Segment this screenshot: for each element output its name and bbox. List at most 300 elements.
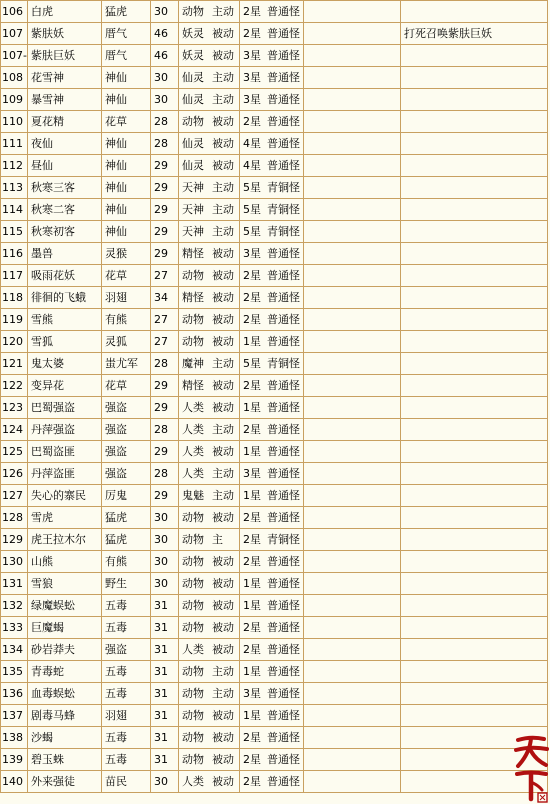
cell-rank: 普通怪 [267, 708, 300, 722]
cell-stars: 2星 [243, 730, 261, 744]
cell-note [401, 705, 548, 727]
cell-id: 140 [1, 771, 28, 793]
table-row [1, 111, 548, 133]
cell-mode: 被动 [212, 334, 234, 348]
cell-family: 强盗 [102, 463, 151, 485]
cell-family: 羽翅 [102, 705, 151, 727]
cell-type-mode [179, 727, 240, 749]
cell-type-mode [179, 507, 240, 529]
cell-level: 31 [151, 683, 179, 705]
cell-id: 136 [1, 683, 28, 705]
cell-level: 31 [151, 617, 179, 639]
cell-type: 动物 [182, 686, 204, 700]
cell-type: 天神 [182, 202, 204, 216]
cell-mode: 被动 [212, 598, 234, 612]
cell-extra [304, 705, 401, 727]
cell-id: 122 [1, 375, 28, 397]
cell-type-mode [179, 309, 240, 331]
cell-type: 天神 [182, 224, 204, 238]
cell-stars: 4星 [243, 158, 261, 172]
cell-mode: 被动 [212, 290, 234, 304]
cell-grade [240, 683, 304, 705]
cell-extra [304, 485, 401, 507]
cell-name: 雪虎 [28, 507, 102, 529]
cell-extra [304, 397, 401, 419]
cell-stars: 2星 [243, 378, 261, 392]
cell-type: 动物 [182, 334, 204, 348]
cell-stars: 2星 [243, 422, 261, 436]
cell-rank: 普通怪 [267, 422, 300, 436]
table-row [1, 705, 548, 727]
cell-name: 紫肤妖 [28, 23, 102, 45]
cell-name: 巨魔蝎 [28, 617, 102, 639]
table-row [1, 771, 548, 793]
cell-level: 31 [151, 727, 179, 749]
cell-type-mode [179, 243, 240, 265]
cell-level: 27 [151, 309, 179, 331]
cell-mode: 被动 [212, 554, 234, 568]
cell-type: 人类 [182, 774, 204, 788]
cell-rank: 普通怪 [267, 312, 300, 326]
cell-id: 125 [1, 441, 28, 463]
cell-type-mode [179, 331, 240, 353]
cell-family: 神仙 [102, 177, 151, 199]
cell-extra [304, 617, 401, 639]
cell-id: 119 [1, 309, 28, 331]
cell-mode: 被动 [212, 114, 234, 128]
cell-rank: 普通怪 [267, 774, 300, 788]
cell-family: 灵狐 [102, 331, 151, 353]
cell-stars: 2星 [243, 554, 261, 568]
cell-grade [240, 1, 304, 23]
cell-name: 徘徊的飞蛾 [28, 287, 102, 309]
monster-table-body [1, 1, 548, 793]
cell-level: 46 [151, 45, 179, 67]
cell-stars: 2星 [243, 532, 261, 546]
cell-mode: 主动 [212, 664, 234, 678]
cell-grade [240, 309, 304, 331]
cell-type: 鬼魅 [182, 488, 204, 502]
cell-type: 动物 [182, 312, 204, 326]
table-row [1, 375, 548, 397]
cell-rank: 普通怪 [267, 444, 300, 458]
cell-level: 27 [151, 331, 179, 353]
cell-type-mode [179, 551, 240, 573]
cell-note [401, 353, 548, 375]
cell-name: 紫肤巨妖 [28, 45, 102, 67]
cell-type: 天神 [182, 180, 204, 194]
cell-id: 108 [1, 67, 28, 89]
cell-note [401, 485, 548, 507]
cell-name: 雪狐 [28, 331, 102, 353]
cell-family: 神仙 [102, 89, 151, 111]
cell-mode: 主动 [212, 422, 234, 436]
cell-extra [304, 155, 401, 177]
cell-name: 失心的寨民 [28, 485, 102, 507]
table-row [1, 507, 548, 529]
table-row [1, 309, 548, 331]
cell-id: 106 [1, 1, 28, 23]
cell-type: 动物 [182, 268, 204, 282]
cell-type-mode [179, 441, 240, 463]
cell-family: 神仙 [102, 155, 151, 177]
table-row [1, 243, 548, 265]
cell-type-mode [179, 155, 240, 177]
cell-stars: 2星 [243, 26, 261, 40]
cell-name: 血毒蜈蚣 [28, 683, 102, 705]
cell-family: 五毒 [102, 727, 151, 749]
cell-id: 128 [1, 507, 28, 529]
cell-id: 127 [1, 485, 28, 507]
cell-grade [240, 133, 304, 155]
cell-extra [304, 331, 401, 353]
cell-name: 雪熊 [28, 309, 102, 331]
cell-mode: 被动 [212, 268, 234, 282]
cell-type-mode [179, 221, 240, 243]
table-row [1, 287, 548, 309]
cell-level: 30 [151, 1, 179, 23]
cell-type-mode [179, 639, 240, 661]
cell-grade [240, 353, 304, 375]
cell-note [401, 507, 548, 529]
cell-grade [240, 727, 304, 749]
cell-id: 111 [1, 133, 28, 155]
cell-type: 人类 [182, 422, 204, 436]
table-row [1, 529, 548, 551]
cell-type: 仙灵 [182, 70, 204, 84]
cell-extra [304, 595, 401, 617]
cell-rank: 普通怪 [267, 620, 300, 634]
cell-family: 有熊 [102, 309, 151, 331]
table-row [1, 155, 548, 177]
cell-level: 27 [151, 265, 179, 287]
cell-grade [240, 265, 304, 287]
cell-grade [240, 287, 304, 309]
cell-note [401, 551, 548, 573]
cell-mode: 被动 [212, 158, 234, 172]
cell-name: 变异花 [28, 375, 102, 397]
cell-note [401, 199, 548, 221]
cell-type: 动物 [182, 620, 204, 634]
cell-grade [240, 89, 304, 111]
cell-grade [240, 23, 304, 45]
cell-name: 秋寒二客 [28, 199, 102, 221]
cell-level: 31 [151, 661, 179, 683]
cell-note [401, 661, 548, 683]
cell-type-mode [179, 529, 240, 551]
cell-mode: 主动 [212, 224, 234, 238]
cell-note [401, 89, 548, 111]
cell-rank: 普通怪 [267, 114, 300, 128]
cell-mode: 被动 [212, 642, 234, 656]
cell-mode: 主动 [212, 180, 234, 194]
cell-family: 厝气 [102, 23, 151, 45]
cell-grade [240, 419, 304, 441]
cell-stars: 5星 [243, 356, 261, 370]
cell-stars: 2星 [243, 620, 261, 634]
cell-type-mode [179, 287, 240, 309]
cell-type-mode [179, 111, 240, 133]
cell-family: 厉鬼 [102, 485, 151, 507]
cell-name: 秋寒三客 [28, 177, 102, 199]
cell-extra [304, 353, 401, 375]
cell-level: 31 [151, 595, 179, 617]
cell-name: 碧玉蛛 [28, 749, 102, 771]
table-row [1, 67, 548, 89]
cell-grade [240, 595, 304, 617]
cell-mode: 主动 [212, 466, 234, 480]
cell-stars: 1星 [243, 576, 261, 590]
cell-stars: 2星 [243, 290, 261, 304]
cell-stars: 2星 [243, 4, 261, 18]
cell-level: 29 [151, 221, 179, 243]
cell-rank: 普通怪 [267, 730, 300, 744]
cell-name: 青毒蛇 [28, 661, 102, 683]
cell-type: 动物 [182, 576, 204, 590]
cell-name: 山熊 [28, 551, 102, 573]
cell-extra [304, 67, 401, 89]
cell-type-mode [179, 617, 240, 639]
cell-grade [240, 639, 304, 661]
cell-extra [304, 551, 401, 573]
cell-type-mode [179, 749, 240, 771]
cell-rank: 普通怪 [267, 290, 300, 304]
cell-mode: 被动 [212, 752, 234, 766]
cell-mode: 主动 [212, 92, 234, 106]
cell-type: 魔神 [182, 356, 204, 370]
cell-grade [240, 705, 304, 727]
cell-type: 动物 [182, 598, 204, 612]
cell-grade [240, 243, 304, 265]
cell-note [401, 111, 548, 133]
cell-rank: 普通怪 [267, 26, 300, 40]
table-row [1, 573, 548, 595]
cell-stars: 4星 [243, 136, 261, 150]
cell-name: 夏花精 [28, 111, 102, 133]
table-row [1, 463, 548, 485]
table-row [1, 639, 548, 661]
cell-rank: 青铜怪 [267, 180, 300, 194]
cell-type-mode [179, 595, 240, 617]
cell-grade [240, 199, 304, 221]
cell-level: 30 [151, 551, 179, 573]
cell-type: 精怪 [182, 246, 204, 260]
cell-stars: 3星 [243, 92, 261, 106]
cell-type: 动物 [182, 708, 204, 722]
cell-type: 仙灵 [182, 158, 204, 172]
cell-rank: 青铜怪 [267, 202, 300, 216]
cell-name: 沙蝎 [28, 727, 102, 749]
cell-id: 107- [1, 45, 28, 67]
cell-id: 113 [1, 177, 28, 199]
cell-extra [304, 265, 401, 287]
cell-rank: 普通怪 [267, 488, 300, 502]
cell-level: 29 [151, 397, 179, 419]
cell-stars: 3星 [243, 246, 261, 260]
table-row [1, 441, 548, 463]
cell-type-mode [179, 199, 240, 221]
cell-level: 28 [151, 419, 179, 441]
cell-rank: 青铜怪 [267, 532, 300, 546]
cell-level: 46 [151, 23, 179, 45]
cell-stars: 2星 [243, 268, 261, 282]
cell-id: 114 [1, 199, 28, 221]
cell-mode: 主动 [212, 70, 234, 84]
cell-stars: 2星 [243, 642, 261, 656]
table-row [1, 727, 548, 749]
cell-extra [304, 529, 401, 551]
cell-name: 丹萍盗匪 [28, 463, 102, 485]
cell-stars: 1星 [243, 598, 261, 612]
cell-stars: 1星 [243, 334, 261, 348]
cell-type-mode [179, 353, 240, 375]
cell-stars: 3星 [243, 48, 261, 62]
cell-rank: 普通怪 [267, 752, 300, 766]
cell-family: 有熊 [102, 551, 151, 573]
cell-type-mode [179, 661, 240, 683]
cell-id: 112 [1, 155, 28, 177]
cell-grade [240, 529, 304, 551]
cell-rank: 普通怪 [267, 48, 300, 62]
cell-stars: 3星 [243, 466, 261, 480]
cell-family: 猛虎 [102, 507, 151, 529]
cell-extra [304, 111, 401, 133]
cell-mode: 主动 [212, 4, 234, 18]
cell-mode: 被动 [212, 620, 234, 634]
cell-name: 鬼太婆 [28, 353, 102, 375]
cell-stars: 5星 [243, 180, 261, 194]
cell-mode: 主动 [212, 202, 234, 216]
cell-mode: 被动 [212, 444, 234, 458]
cell-stars: 5星 [243, 224, 261, 238]
table-row [1, 353, 548, 375]
cell-rank: 青铜怪 [267, 356, 300, 370]
cell-name: 花雪神 [28, 67, 102, 89]
cell-type: 动物 [182, 114, 204, 128]
cell-note [401, 683, 548, 705]
cell-grade [240, 331, 304, 353]
cell-type-mode [179, 397, 240, 419]
cell-family: 五毒 [102, 661, 151, 683]
cell-mode: 被动 [212, 378, 234, 392]
cell-type-mode [179, 67, 240, 89]
cell-family: 蚩尤军 [102, 353, 151, 375]
cell-name: 秋寒初客 [28, 221, 102, 243]
cell-level: 28 [151, 353, 179, 375]
cell-id: 138 [1, 727, 28, 749]
cell-grade [240, 749, 304, 771]
cell-note [401, 441, 548, 463]
cell-type: 人类 [182, 466, 204, 480]
cell-note [401, 287, 548, 309]
cell-grade [240, 507, 304, 529]
cell-family: 猛虎 [102, 529, 151, 551]
cell-family: 强盗 [102, 419, 151, 441]
tianxia-seal-logo [512, 733, 550, 804]
cell-mode: 被动 [212, 774, 234, 788]
cell-rank: 普通怪 [267, 510, 300, 524]
table-row [1, 331, 548, 353]
cell-name: 夜仙 [28, 133, 102, 155]
cell-rank: 普通怪 [267, 158, 300, 172]
cell-level: 29 [151, 199, 179, 221]
cell-name: 虎王拉木尔 [28, 529, 102, 551]
cell-level: 30 [151, 507, 179, 529]
table-row [1, 265, 548, 287]
cell-name: 白虎 [28, 1, 102, 23]
cell-grade [240, 111, 304, 133]
cell-type: 妖灵 [182, 26, 204, 40]
cell-note [401, 133, 548, 155]
cell-type-mode [179, 573, 240, 595]
cell-id: 135 [1, 661, 28, 683]
cell-note [401, 463, 548, 485]
cell-extra [304, 507, 401, 529]
cell-family: 强盗 [102, 441, 151, 463]
cell-extra [304, 749, 401, 771]
cell-grade [240, 441, 304, 463]
cell-level: 31 [151, 639, 179, 661]
cell-type-mode [179, 265, 240, 287]
cell-note [401, 45, 548, 67]
cell-rank: 普通怪 [267, 576, 300, 590]
cell-name: 雪狼 [28, 573, 102, 595]
cell-type: 人类 [182, 444, 204, 458]
cell-grade [240, 221, 304, 243]
cell-id: 126 [1, 463, 28, 485]
cell-type-mode [179, 419, 240, 441]
cell-id: 123 [1, 397, 28, 419]
cell-grade [240, 573, 304, 595]
cell-rank: 普通怪 [267, 554, 300, 568]
cell-extra [304, 199, 401, 221]
cell-type: 动物 [182, 730, 204, 744]
cell-note [401, 529, 548, 551]
cell-stars: 1星 [243, 708, 261, 722]
cell-stars: 2星 [243, 510, 261, 524]
cell-family: 五毒 [102, 595, 151, 617]
cell-stars: 1星 [243, 664, 261, 678]
cell-type-mode [179, 23, 240, 45]
cell-extra [304, 133, 401, 155]
cell-mode: 被动 [212, 510, 234, 524]
cell-level: 30 [151, 573, 179, 595]
cell-family: 野生 [102, 573, 151, 595]
cell-grade [240, 463, 304, 485]
cell-id: 118 [1, 287, 28, 309]
cell-stars: 1星 [243, 488, 261, 502]
cell-note [401, 243, 548, 265]
cell-family: 灵猴 [102, 243, 151, 265]
cell-mode: 被动 [212, 708, 234, 722]
cell-note [401, 617, 548, 639]
cell-extra [304, 23, 401, 45]
cell-extra [304, 661, 401, 683]
cell-name: 丹萍强盗 [28, 419, 102, 441]
cell-type-mode [179, 705, 240, 727]
cell-extra [304, 45, 401, 67]
cell-rank: 普通怪 [267, 136, 300, 150]
cell-type: 精怪 [182, 290, 204, 304]
cell-rank: 普通怪 [267, 378, 300, 392]
cell-family: 五毒 [102, 749, 151, 771]
cell-extra [304, 287, 401, 309]
cell-family: 猛虎 [102, 1, 151, 23]
cell-extra [304, 419, 401, 441]
cell-id: 115 [1, 221, 28, 243]
cell-extra [304, 89, 401, 111]
table-row [1, 1, 548, 23]
